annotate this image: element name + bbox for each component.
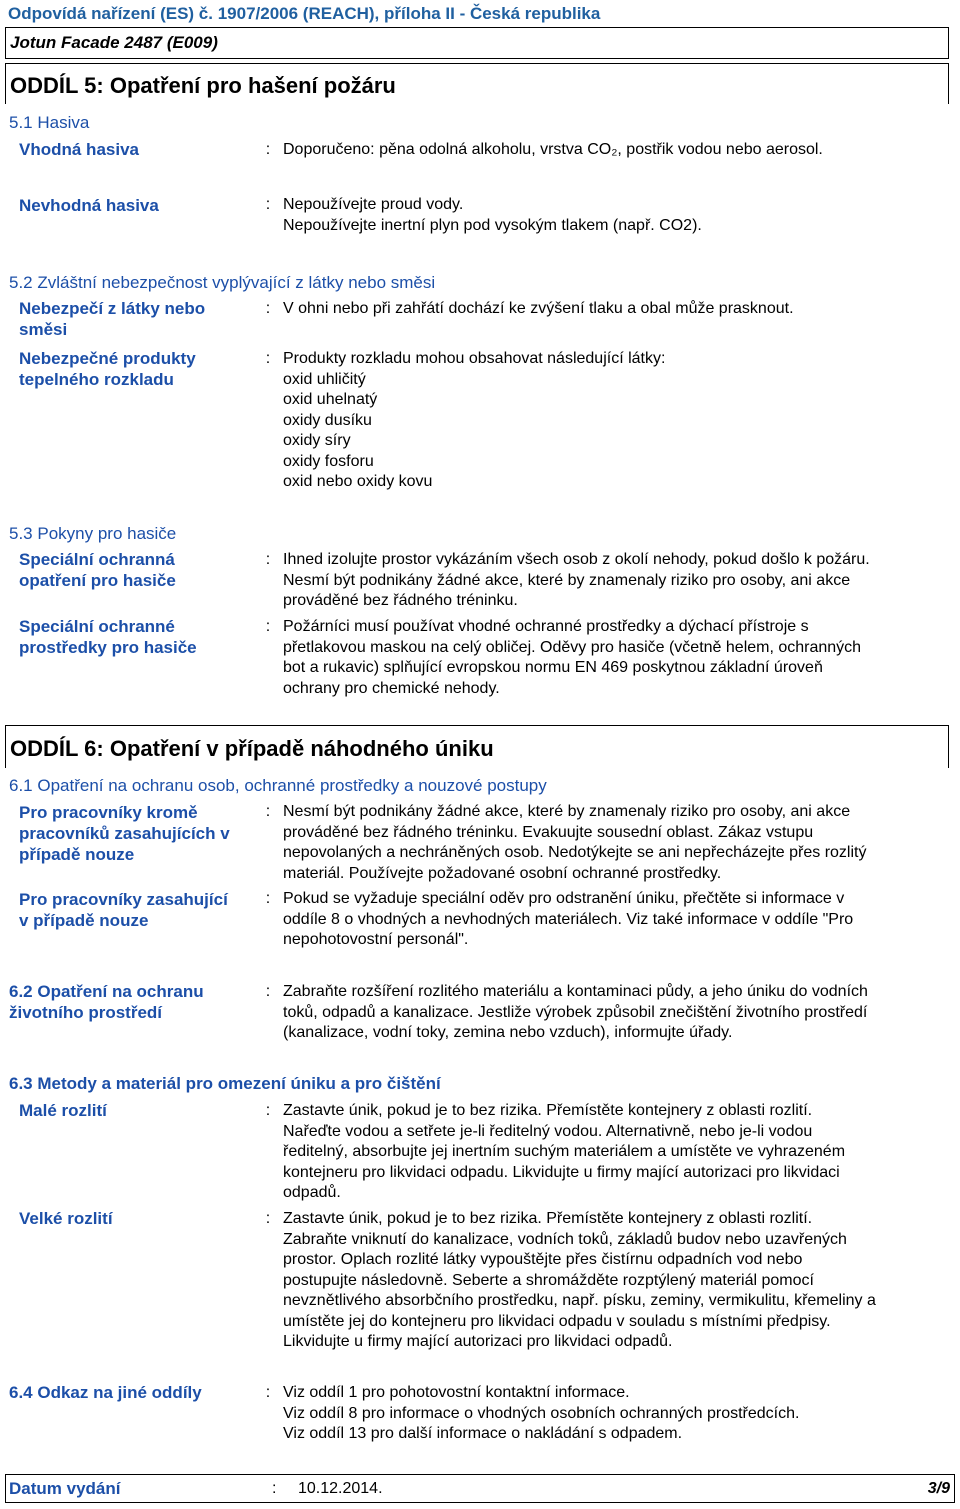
label-line: životního prostředí xyxy=(9,1003,162,1022)
text-line: Nepoužívejte proud vody. xyxy=(283,196,464,213)
unsuitable-media-label: Nevhodná hasiva xyxy=(19,196,159,215)
text-line: postupujte následovně. Seberte a shromážděte rozptýlený materiál pomocí xyxy=(283,1271,814,1289)
section-5-box xyxy=(5,63,949,104)
suitable-media-value: Doporučeno: pěna odolná alkoholu, vrstva CO₂, postřik vodou nebo aerosol. xyxy=(283,141,823,158)
label-line: prostředky pro hasiče xyxy=(19,638,197,657)
responders-value xyxy=(283,889,953,951)
colon: : xyxy=(265,196,271,213)
responders-label xyxy=(19,889,228,931)
subsection-6-1-heading: 6.1 Opatření na ochranu osob, ochranné prostředky a nouzové postupy xyxy=(9,776,547,795)
text-line: odpadů. xyxy=(283,1184,341,1201)
text-line: Zastavte únik, pokud je to bez rizika. Přemístěte kontejnery z oblasti rozlití. xyxy=(283,1210,813,1227)
decomposition-products-label xyxy=(19,348,196,390)
label-line: Nebezpečné produkty xyxy=(19,349,196,368)
text-line: kontejneru pro likvidaci odpadu. Likvidujte u firmy mající autorizaci pro likvidaci xyxy=(283,1163,840,1181)
text-line: Produkty rozkladu mohou obsahovat následující látky: xyxy=(283,350,666,367)
colon: : xyxy=(265,350,271,367)
colon: : xyxy=(265,983,271,1000)
section-6-title: ODDÍL 6: Opatření v případě náhodného úniku xyxy=(10,736,494,761)
non-emergency-label xyxy=(19,802,230,865)
text-line: oxidy fosforu xyxy=(283,452,374,470)
label-line: pracovníků zasahujících v xyxy=(19,824,230,843)
text-line: Požárníci musí používat vhodné ochranné prostředky a dýchací přístroje s xyxy=(283,618,809,635)
decomposition-products-value xyxy=(283,349,953,493)
text-line: nepohotovostní personál". xyxy=(283,931,469,948)
references-label: 6.4 Odkaz na jiné oddíly xyxy=(9,1383,202,1402)
text-line: Viz oddíl 8 pro informace o vhodných osobních ochranných prostředcích. xyxy=(283,1404,800,1422)
issue-date-label: Datum vydání xyxy=(9,1479,121,1498)
subsection-5-3-heading: 5.3 Pokyny pro hasiče xyxy=(9,524,177,543)
references-value xyxy=(283,1383,953,1445)
text-line: Viz oddíl 13 pro další informace o nakládání s odpadem. xyxy=(283,1425,683,1442)
subsection-5-1-heading: 5.1 Hasiva xyxy=(9,113,90,132)
text-line: toků, odpadů a kanalizace. Jestliže výrobek způsobil znečištění životního prostředí xyxy=(283,1003,868,1021)
colon: : xyxy=(265,551,271,568)
text-line: oxidy síry xyxy=(283,432,351,449)
text-line: Nepoužívejte inertní plyn pod vysokým tlakem (např. CO2). xyxy=(283,216,702,234)
text-line: Zastavte únik, pokud je to bez rizika. Přemístěte kontejnery z oblasti rozlití. xyxy=(283,1102,813,1119)
colon: : xyxy=(265,890,271,907)
text-line: ochrany pro chemické nehody. xyxy=(283,679,500,697)
colon: : xyxy=(272,1480,277,1497)
subsection-5-2-heading: 5.2 Zvláštní nebezpečnost vyplývající z látky nebo směsi xyxy=(9,273,436,292)
text-line: prováděné bez řádného tréninku. xyxy=(283,592,518,609)
text-line: ředitelný, absorbujte jej inertním suchým materiálem a umístěte ve vyhrazeném xyxy=(283,1143,846,1160)
non-emergency-value xyxy=(283,802,953,884)
label-line: Nebezpečí z látky nebo xyxy=(19,299,206,318)
colon: : xyxy=(265,618,271,635)
label-line: Speciální ochranná xyxy=(19,550,175,569)
hazard-value: V ohni nebo při zahřátí dochází ke zvýšení tlaku a obal může prasknout. xyxy=(283,300,794,317)
text-line: Ihned izolujte prostor vykázáním všech osob z okolí nehody, pokud došlo k požáru. xyxy=(283,551,870,568)
text-line: Likvidujte u firmy mající autorizaci pro likvidaci odpadů. xyxy=(283,1333,673,1350)
product-title-box xyxy=(5,27,949,59)
section-6-box xyxy=(5,725,949,768)
colon: : xyxy=(265,1102,271,1119)
special-measures-label xyxy=(19,549,176,591)
special-equipment-label xyxy=(19,616,197,658)
label-line: Pro pracovníky kromě xyxy=(19,803,198,822)
page-number: 3/9 xyxy=(927,1480,950,1497)
colon: : xyxy=(265,1384,271,1401)
label-line: směsi xyxy=(19,320,68,339)
product-title: Jotun Facade 2487 (E009) xyxy=(10,33,218,52)
text-line: bot a rukavic) splňující evropskou normu EN 469 poskytnou základní úroveň xyxy=(283,659,823,676)
regulation-header: Odpovídá nařízení (ES) č. 1907/2006 (REACH), příloha II - Česká republika xyxy=(8,4,601,23)
footer xyxy=(5,1474,955,1503)
label-line: Speciální ochranné xyxy=(19,617,175,636)
text-line: materiál. Používejte požadované osobní ochranné prostředky. xyxy=(283,864,722,882)
special-equipment-value xyxy=(283,617,953,699)
text-line: Zabraňte rozšíření rozlitého materiálu a kontaminaci půdy, a jeho úniku do vodních xyxy=(283,983,868,1000)
text-line: Zabraňte vniknutí do kanalizace, vodních toků, základů budov nebo uzavřených xyxy=(283,1230,847,1248)
label-line: 6.2 Opatření na ochranu xyxy=(9,982,204,1001)
text-line: (kanalizace, vodní toky, zemina nebo vzduch), informujte úřady. xyxy=(283,1024,733,1041)
text-line: Nařeďte vodou a setřete je-li ředitelný vodou. Alternativně, nebo je-li vodou xyxy=(283,1122,813,1140)
text-line: oxidy dusíku xyxy=(283,411,372,429)
environmental-label xyxy=(9,981,204,1023)
text-line: Nesmí být podnikány žádné akce, které by znamenaly riziko pro osoby, ani akce xyxy=(283,571,851,589)
text-line: nevznětlivého absorbčního prostředku, např. písku, zeminy, vermikulitu, křemeliny a xyxy=(283,1292,876,1309)
text-line: přetlakovou maskou na celý obličej. Oděvy pro hasiče (včetně helem, ochranných xyxy=(283,638,862,656)
hazard-label xyxy=(19,298,205,340)
text-line: Nesmí být podnikány žádné akce, které by znamenaly riziko pro osoby, ani akce xyxy=(283,803,851,820)
unsuitable-media-value xyxy=(283,195,953,236)
text-line: nepovolaných a nechráněných osob. Nedotýkejte se ani nepřecházejte přes rozlitý xyxy=(283,844,867,861)
large-spill-value xyxy=(283,1209,953,1353)
text-line: oddíle 8 o vhodných a nevhodných materiálech. Viz také informace v oddíle "Pro xyxy=(283,910,854,928)
subsection-6-3-heading: 6.3 Metody a materiál pro omezení úniku a pro čištění xyxy=(9,1074,441,1093)
text-line: oxid uhličitý xyxy=(283,370,366,388)
label-line: Pro pracovníky zasahující xyxy=(19,890,228,909)
label-line: případě nouze xyxy=(19,845,135,864)
text-line: Pokud se vyžaduje speciální oděv pro odstranění úniku, přečtěte si informace v xyxy=(283,890,845,907)
small-spill-value xyxy=(283,1101,953,1204)
text-line: oxid nebo oxidy kovu xyxy=(283,473,433,490)
large-spill-label: Velké rozlití xyxy=(19,1209,113,1228)
suitable-media-label: Vhodná hasiva xyxy=(19,140,139,159)
text-line: prostor. Oplach rozlité látky vypouštějte přes čistírnu odpadních vod nebo xyxy=(283,1251,803,1268)
colon: : xyxy=(265,803,271,820)
text-line: prováděné bez řádného tréninku. Evakuujte sousední oblast. Zákaz vstupu xyxy=(283,823,814,841)
small-spill-label: Malé rozlití xyxy=(19,1101,107,1120)
text-line: Viz oddíl 1 pro pohotovostní kontaktní informace. xyxy=(283,1384,630,1401)
colon: : xyxy=(265,300,271,317)
issue-date-value: 10.12.2014. xyxy=(298,1480,383,1497)
section-5-title: ODDÍL 5: Opatření pro hašení požáru xyxy=(10,73,396,98)
colon: : xyxy=(265,141,271,158)
label-line: opatření pro hasiče xyxy=(19,571,176,590)
colon: : xyxy=(265,1210,271,1227)
text-line: oxid uhelnatý xyxy=(283,391,378,408)
environmental-value xyxy=(283,982,953,1044)
label-line: tepelného rozkladu xyxy=(19,370,174,389)
text-line: umístěte jej do kontejneru pro likvidaci odpadu v souladu s místními předpisy. xyxy=(283,1312,831,1330)
special-measures-value xyxy=(283,550,953,612)
label-line: v případě nouze xyxy=(19,911,149,930)
